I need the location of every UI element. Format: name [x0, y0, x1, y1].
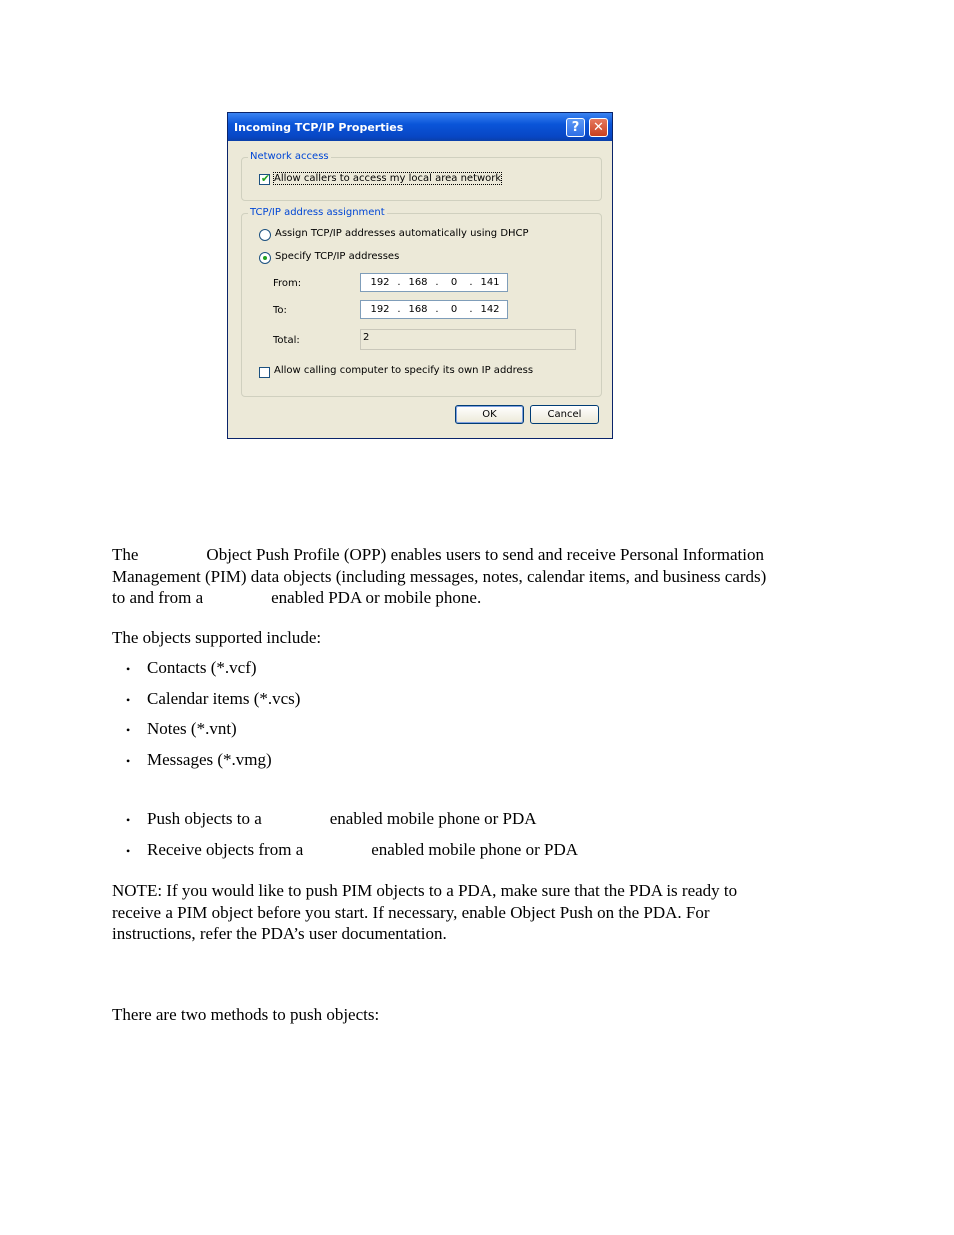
objects-intro: The objects supported include: — [112, 628, 322, 647]
object-list-item: Calendar items (*.vcs) — [147, 689, 301, 708]
total-label: Total: — [273, 335, 300, 346]
methods-intro: There are two methods to push objects: — [112, 1005, 380, 1024]
to-ip-octet-2[interactable]: 168 — [408, 304, 428, 315]
object-list-item: Contacts (*.vcf) — [147, 658, 257, 677]
opp-description-paragraph — [112, 544, 766, 609]
to-label: To: — [273, 305, 287, 316]
allow-own-ip-label[interactable]: Allow calling computer to specify its own IP address — [274, 365, 534, 376]
note-paragraph — [112, 880, 737, 945]
ip-separator: . — [397, 304, 401, 315]
network-access-legend: Network access — [250, 151, 329, 162]
dialog-titlebar — [228, 113, 612, 141]
action-list-item: Receive objects from a enabled mobile phone or PDA — [147, 840, 579, 859]
text-line: receive a PIM object before you start. If necessary, enable Object Push on the PDA. For — [112, 902, 710, 922]
total-field — [360, 329, 576, 350]
from-ip-field[interactable] — [360, 273, 508, 292]
ip-separator: . — [469, 277, 473, 288]
tcpip-assignment-legend: TCP/IP address assignment — [250, 207, 385, 218]
tcpip-properties-dialog — [227, 112, 613, 439]
text-line: to and from a enabled PDA or mobile phone. — [112, 588, 482, 607]
dialog-title: Incoming TCP/IP Properties — [234, 121, 404, 134]
object-list-item: Notes (*.vnt) — [147, 719, 237, 738]
bullet-glyph: • — [126, 813, 131, 827]
from-ip-octet-2[interactable]: 168 — [408, 277, 428, 288]
allow-callers-checkbox[interactable] — [259, 174, 270, 185]
radio-selected-dot — [263, 256, 267, 260]
specify-radio[interactable] — [259, 252, 271, 264]
to-ip-field[interactable] — [360, 300, 508, 319]
ip-separator: . — [435, 304, 439, 315]
to-ip-octet-1[interactable]: 192 — [370, 304, 390, 315]
close-button[interactable] — [589, 118, 608, 137]
bullet-glyph: • — [126, 844, 131, 858]
text-line: NOTE: If you would like to push PIM objects to a PDA, make sure that the PDA is ready to — [112, 881, 738, 900]
help-icon: ? — [571, 120, 580, 135]
ip-separator: . — [469, 304, 473, 315]
cancel-button[interactable]: Cancel — [530, 405, 599, 424]
ip-separator: . — [397, 277, 401, 288]
action-list-item: Push objects to a enabled mobile phone or PDA — [147, 809, 537, 828]
dhcp-radio-label[interactable]: Assign TCP/IP addresses automatically using DHCP — [275, 228, 529, 239]
ip-separator: . — [435, 277, 439, 288]
dhcp-radio[interactable] — [259, 229, 271, 241]
from-ip-octet-3[interactable]: 0 — [450, 277, 458, 288]
help-button[interactable] — [566, 118, 585, 137]
checkmark-icon: ✔ — [260, 172, 271, 185]
total-value: 2 — [363, 332, 370, 343]
to-ip-octet-3[interactable]: 0 — [450, 304, 458, 315]
allow-callers-label[interactable]: Allow callers to access my local area network — [274, 173, 502, 184]
bullet-glyph: • — [126, 723, 131, 737]
object-list-item: Messages (*.vmg) — [147, 750, 272, 769]
from-ip-octet-4[interactable]: 141 — [480, 277, 500, 288]
bullet-glyph: • — [126, 693, 131, 707]
from-label: From: — [273, 278, 302, 289]
specify-radio-label[interactable]: Specify TCP/IP addresses — [275, 251, 400, 262]
text-line: instructions, refer the PDA’s user documentation. — [112, 924, 447, 943]
bullet-glyph: • — [126, 754, 131, 768]
text-line: The Object Push Profile (OPP) enables users to send and receive Personal Information — [112, 545, 764, 564]
to-ip-octet-4[interactable]: 142 — [480, 304, 500, 315]
text-line: Management (PIM) data objects (including messages, notes, calendar items, and business cards) — [112, 566, 767, 586]
allow-own-ip-checkbox[interactable] — [259, 367, 270, 378]
from-ip-octet-1[interactable]: 192 — [370, 277, 390, 288]
close-icon: ✕ — [593, 120, 604, 135]
bullet-glyph: • — [126, 662, 131, 676]
ok-button[interactable]: OK — [455, 405, 524, 424]
